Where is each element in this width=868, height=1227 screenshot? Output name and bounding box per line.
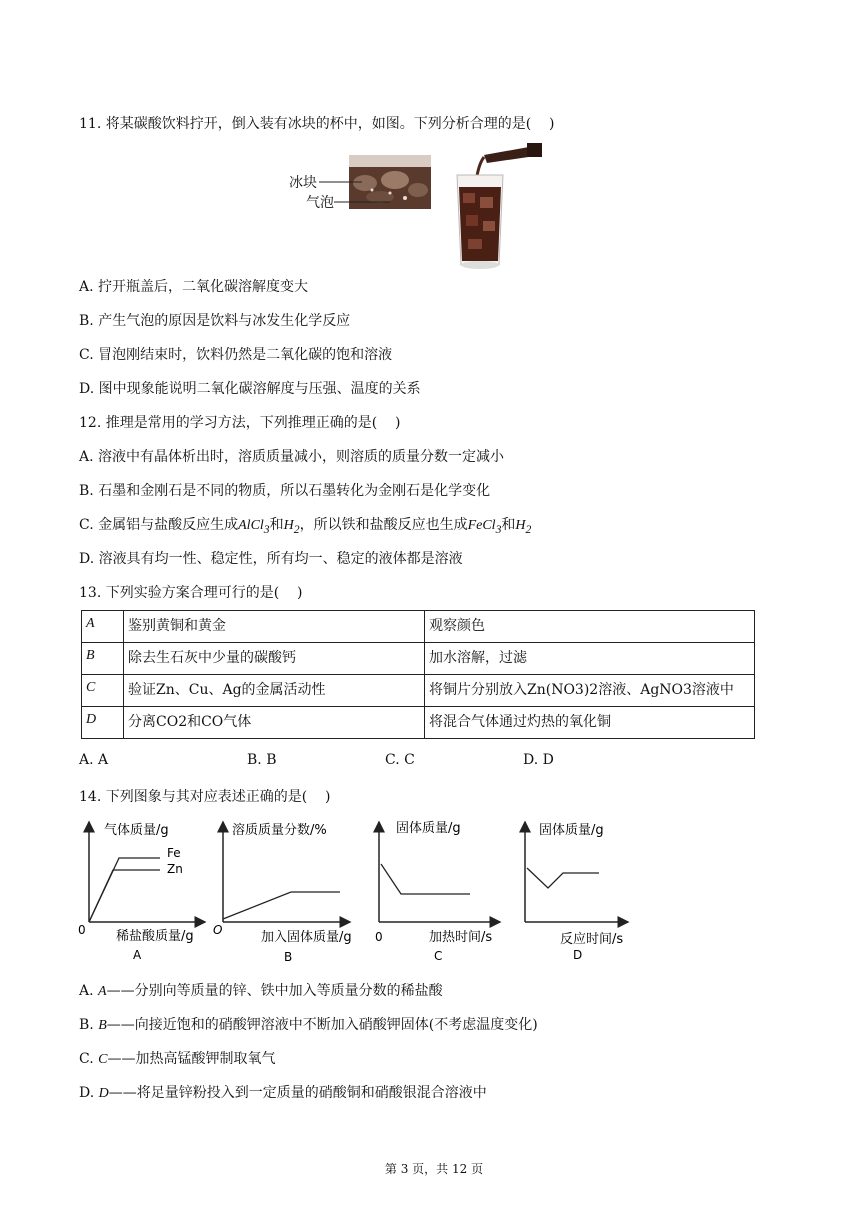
q14-option-b (79, 1015, 538, 1036)
formula-part: H (283, 518, 294, 533)
graph-b (213, 822, 352, 964)
q14-graphs (0, 810, 868, 970)
graph-c-xlabel: 加热时间/s (429, 930, 493, 945)
graph-c-ylabel: 固体质量/g (396, 821, 461, 836)
question-12-stem: 12. 推理是常用的学习方法，下列推理正确的是( ) (79, 415, 401, 431)
formula-h2 (515, 518, 532, 536)
graph-a-ylabel: 气体质量/g (104, 823, 169, 838)
graph-a-id: A (133, 948, 142, 962)
text: 和 (269, 517, 284, 533)
graph-a-series-fe: Fe (167, 846, 181, 860)
table-row (82, 611, 755, 643)
table-row (82, 707, 755, 739)
question-14-stem: 14. 下列图象与其对应表述正确的是( ) (79, 789, 331, 805)
formula-h2 (283, 518, 300, 536)
q12-option-b: B. 石墨和金刚石是不同的物质，所以石墨转化为金刚石是化学变化 (79, 483, 491, 499)
option-letter: A. (79, 983, 99, 999)
label-bubble: 气泡 (306, 195, 334, 211)
formula-fecl3 (467, 518, 502, 536)
q11-option-d: D. 图中现象能说明二氧化碳溶解度与压强、温度的关系 (79, 381, 421, 397)
q13-answer-a: A. A (79, 752, 109, 768)
q11-option-b: B. 产生气泡的原因是饮料与冰发生化学反应 (79, 313, 351, 329)
graph-a-origin: 0 (78, 923, 86, 937)
fe-line (89, 858, 160, 922)
row-key: A (82, 611, 124, 643)
row-method: 将混合气体通过灼热的氧化铜 (425, 707, 755, 739)
row-purpose: 鉴别黄铜和黄金 (124, 611, 425, 643)
subscript: 2 (293, 522, 300, 536)
subscript: 3 (495, 522, 502, 536)
option-text: ——向接近饱和的硝酸钾溶液中不断加入硝酸钾固体(不考虑温度变化) (106, 1017, 538, 1033)
table-row (82, 675, 755, 707)
formula-part: AlCl (238, 518, 264, 533)
row-key: C (82, 675, 124, 707)
q12-option-d: D. 溶液具有均一性、稳定性，所有均一、稳定的液体都是溶液 (79, 551, 463, 567)
option-letter: B. (79, 1017, 99, 1033)
row-purpose: 除去生石灰中少量的碳酸钙 (124, 643, 425, 675)
q12-option-a: A. 溶液中有晶体析出时，溶质质量减小，则溶质的质量分数一定减小 (79, 449, 505, 465)
pouring-cola-photo (457, 143, 542, 269)
option-key: A (98, 984, 107, 999)
q13-answer-c: C. C (385, 752, 415, 768)
text: 和 (501, 517, 516, 533)
graph-c (375, 820, 500, 963)
option-letter: C. (79, 1051, 99, 1067)
row-key: D (82, 707, 124, 739)
row-method: 观察颜色 (425, 611, 755, 643)
text: C. 金属铝与盐酸反应生成 (79, 517, 239, 533)
q12-option-c (79, 515, 531, 540)
label-ice: 冰块 (289, 175, 317, 191)
q13-answer-b: B. B (247, 752, 277, 768)
option-text: ——加热高锰酸钾制取氧气 (107, 1051, 276, 1067)
q11-figure (0, 135, 868, 275)
subscript: 2 (525, 522, 532, 536)
formula-alcl3 (238, 518, 270, 536)
graph-b-origin: O (213, 923, 223, 937)
graph-b-ylabel: 溶质质量分数/% (232, 823, 327, 838)
q14-option-c (79, 1049, 275, 1070)
graph-c-id: C (434, 949, 443, 963)
q13-answer-d: D. D (523, 752, 554, 768)
text: ，所以铁和盐酸反应也生成 (299, 517, 468, 533)
formula-part: FeCl (467, 518, 496, 533)
graph-d-xlabel: 反应时间/s (560, 932, 624, 947)
table-row (82, 643, 755, 675)
option-letter: D. (79, 1085, 99, 1101)
graph-d-id: D (573, 948, 583, 962)
formula-part: H (515, 518, 526, 533)
option-text: ——将足量锌粉投入到一定质量的硝酸铜和硝酸银混合溶液中 (108, 1085, 487, 1101)
option-key: C (98, 1052, 108, 1067)
row-purpose: 分离CO2和CO气体 (124, 707, 425, 739)
graph-b-id: B (284, 950, 293, 964)
q14-option-a (79, 981, 443, 1002)
option-key: B (98, 1018, 107, 1033)
curve (381, 864, 470, 894)
subscript: 3 (263, 522, 270, 536)
question-13-stem: 13. 下列实验方案合理可行的是( ) (79, 585, 303, 601)
graph-a-xlabel: 稀盐酸质量/g (116, 929, 194, 944)
graph-d (525, 822, 628, 962)
question-11-stem: 11. 将某碳酸饮料拧开，倒入装有冰块的杯中，如图。下列分析合理的是( ) (79, 116, 555, 132)
graph-d-ylabel: 固体质量/g (539, 823, 604, 838)
graph-a-series-zn: Zn (167, 862, 183, 876)
option-key: D (98, 1086, 109, 1101)
q14-option-d (79, 1083, 487, 1104)
row-purpose: 验证Zn、Cu、Ag的金属活动性 (124, 675, 425, 707)
graph-a (78, 822, 205, 962)
experiment-table (81, 610, 755, 739)
row-method: 将铜片分别放入Zn(NO3)2溶液、AgNO3溶液中 (425, 675, 755, 707)
graph-c-origin: 0 (375, 930, 383, 944)
curve (527, 868, 599, 888)
q11-option-a: A. 拧开瓶盖后，二氧化碳溶解度变大 (79, 279, 309, 295)
row-method: 加水溶解，过滤 (425, 643, 755, 675)
zn-line (89, 870, 160, 922)
graph-b-xlabel: 加入固体质量/g (261, 930, 352, 945)
page-footer: 第 3 页，共 12 页 (384, 1162, 484, 1176)
q11-option-c: C. 冒泡刚结束时，饮料仍然是二氧化碳的饱和溶液 (79, 347, 393, 363)
option-text: ——分别向等质量的锌、铁中加入等质量分数的稀盐酸 (106, 983, 443, 999)
curve (223, 892, 340, 919)
row-key: B (82, 643, 124, 675)
